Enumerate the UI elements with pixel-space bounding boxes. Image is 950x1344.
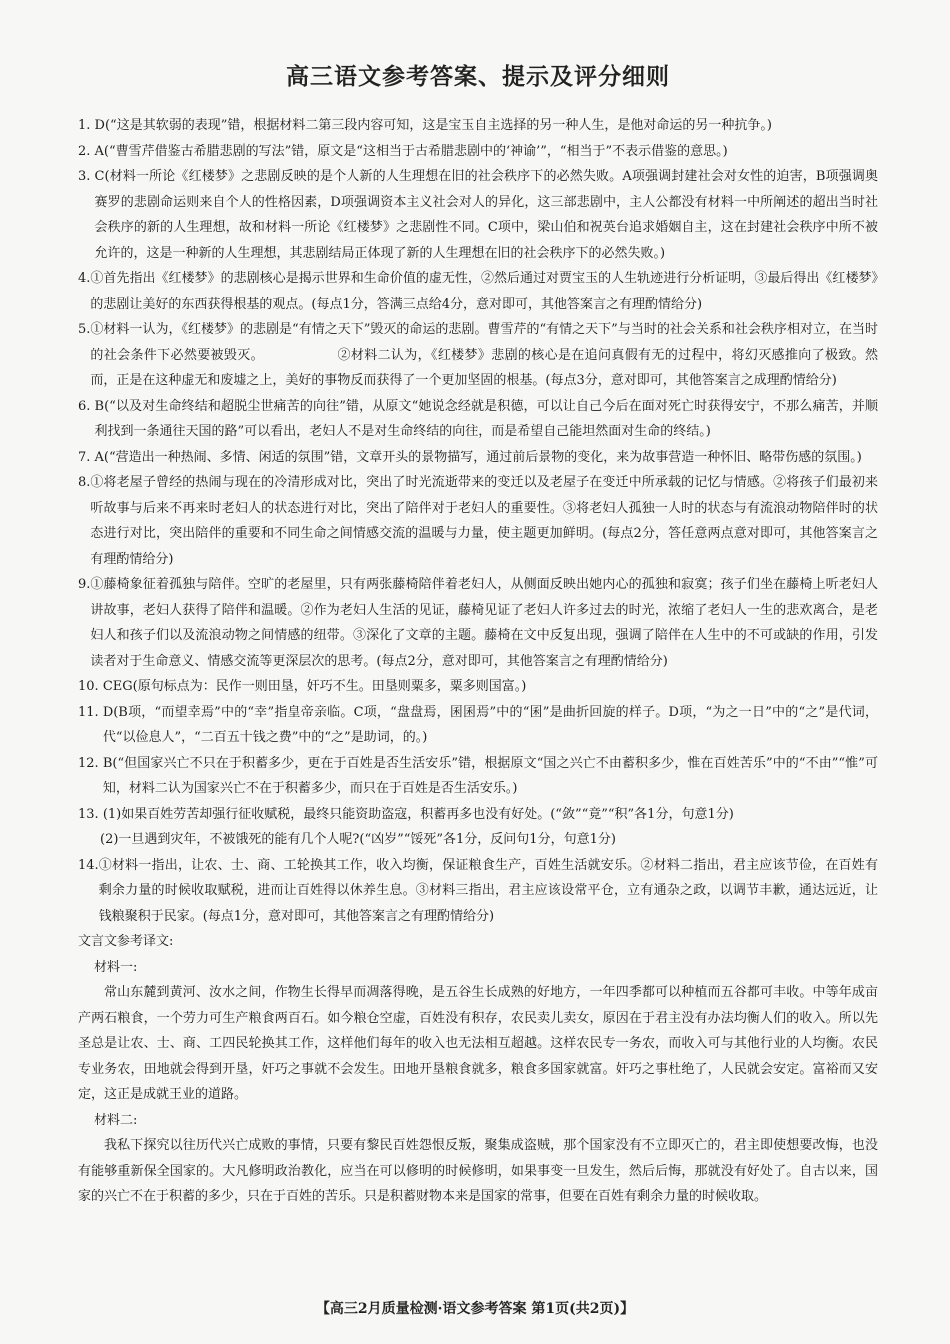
translation-section [78, 929, 878, 1210]
answer-number: 9. [78, 577, 91, 592]
page-title: 高三语文参考答案、提示及评分细则 [286, 63, 670, 90]
answer-text: (1)如果百姓劳苦却强行征收赋税，最终只能资助盗寇，积蓄再多也没有好处。(“敛”“竟”“积”各1分，句意1分) [102, 806, 734, 822]
answer-item [78, 572, 878, 674]
answer-number: 5. [78, 322, 91, 337]
answer-item [78, 802, 878, 828]
answer-number: 8. [78, 475, 91, 490]
answer-item [78, 113, 878, 139]
answer-item [78, 164, 878, 266]
answer-text: B(“以及对生命终结和超脱尘世痛苦的向往”错，从原文“她说念经就是积德，可以让自己今后在面对死亡时获得安宁，不那么痛苦，并顺利找到一条通往天国的路”可以看出，老妇人不是对生命终结的向往，而是希望自己能坦然面对生命的终结。) [94, 398, 878, 439]
answer-item [78, 700, 878, 751]
answer-text: ①材料一指出，让农、士、商、工轮换其工作，收入均衡，保证粮食生产，百姓生活就安乐。②材料二指出，君主应该节俭，在百姓有剩余力量的时候收取赋税，进而让百姓得以休养生息。③材料三指出，君主应该设常平仓，立有通杂之政，以调节丰歉，通达远近，让钱粮聚积于民家。(每点1分，意对即可，其他答案言之有理酌情给分) [98, 857, 878, 924]
answer-item [78, 445, 878, 471]
material1-text: 常山东麓到黄河、汝水之间，作物生长得早而凋落得晚，是五谷生长成熟的好地方，一年四季都可以种植而五谷都可丰收。中等年成亩产两石粮食，一个劳力可生产粮食两百石。如今粮仓空虚，百姓没有积存，农民卖儿卖女，原因在于君主没有办法均衡人们的收入。所以先圣总是让农、士、商、工四民轮换其工作，这样他们每年的收入也无法相互超越。这样农民专一务农，而收入可与其他行业的人均衡。农民专业务农，田地就会得到开垦，奸巧之事就不会发生。田地开垦粮食就多，粮食多国家就富。奸巧之事杜绝了，人民就会安定。富裕而又安定，这正是成就王业的道路。 [78, 985, 878, 1102]
answer-text: (2)一旦遇到灾年，不被饿死的能有几个人呢?(“凶岁”“馁死”各1分，反问句1分，句意1分) [100, 832, 616, 847]
answer-number: 1. [78, 118, 95, 133]
answer-number: 13. [78, 806, 103, 822]
answer-number: 11. [78, 704, 103, 720]
answer-number: 10. [78, 679, 103, 694]
answer-text: ①首先指出《红楼梦》的悲剧核心是揭示世界和生命价值的虚无性，②然后通过对贾宝玉的人生轨迹进行分析证明，③最后得出《红楼梦》的悲剧让美好的东西获得根基的观点。(每点1分，答满三点给4分，意对即可，其他答案言之有理酌情给分) [90, 271, 878, 312]
answer-item [78, 751, 878, 802]
answer-text: D(“这是其软弱的表现”错，根据材料二第三段内容可知，这是宝玉自主选择的另一种人生，是他对命运的另一种抗争。) [94, 118, 772, 133]
answer-item [78, 827, 878, 853]
material2-label: 材料二: [94, 1112, 138, 1128]
material1-label: 材料一: [94, 959, 138, 975]
answer-number: 12. [78, 755, 103, 771]
answer-text: CEG(原句标点为：民作一则田垦，奸巧不生。田垦则粟多，粟多则国富。) [102, 679, 527, 694]
answer-item [78, 317, 878, 394]
answer-item [78, 266, 878, 317]
translation-heading: 文言文参考译文: [78, 934, 174, 949]
answer-text: A(“营造出一种热闹、多情、闲适的氛围”错，文章开头的景物描写，通过前后景物的变化，来为故事营造一种怀旧、略带伤感的氛围。) [94, 449, 862, 465]
answer-list [78, 113, 878, 929]
answer-number: 2. [78, 143, 95, 159]
answer-item [78, 853, 878, 930]
answer-text: C(材料一所论《红楼梦》之悲剧反映的是个人新的人生理想在旧的社会秩序下的必然失败。A项强调封建社会对女性的迫害，B项强调奥赛罗的悲剧命运则来自个人的性格因素，D项强调资本主义社会对人的异化，这三部悲剧中，主人公都没有材料一中所阐述的超出当时社会秩序的新的人生理想，故和材料一所论《红楼梦》之悲剧性不同。C项中，梁山伯和祝英台追求婚姻自主，这在封建社会秩序中所不被允许的，这是一种新的人生理想，其悲剧结局正体现了新的人生理想在旧的社会秩序下的必然失败。) [94, 169, 878, 261]
answer-text: D(B项，“而望幸焉”中的“幸”指皇帝亲临。C项，“盘盘焉，囷囷焉”中的“囷”是曲折回旋的样子。D项，“为之一日”中的“之”是代词，代“以俭息人”，“二百五十钱之费”中的“之”是助词，的。) [102, 704, 878, 745]
answer-text: A(“曹雪芹借鉴古希腊悲剧的写法”错，原文是“这相当于古希腊悲剧中的‘神谕’”，“相当于”不表示借鉴的意思。) [94, 143, 728, 159]
answer-item [78, 139, 878, 165]
answer-number: 3. [78, 169, 95, 184]
answer-item [78, 470, 878, 572]
answer-number: 14. [78, 857, 99, 873]
answer-text: ①将老屋子曾经的热闹与现在的冷清形成对比，突出了时光流逝带来的变迁以及老屋子在变迁中所承载的记忆与情感。②将孩子们最初来听故事与后来不再来时老妇人的状态进行对比，突出了陪伴对于老妇人的重要性。③将老妇人孤独一人时的状态与有流浪动物陪伴时的状态进行对比，突出陪伴的重要和不同生命之间情感交流的温暖与力量，使主题更加鲜明。(每点2分，答任意两点意对即可，其他答案言之有理酌情给分) [90, 475, 878, 567]
answer-text: ①藤椅象征着孤独与陪伴。空旷的老屋里，只有两张藤椅陪伴着老妇人，从侧面反映出她内心的孤独和寂寞；孩子们坐在藤椅上听老妇人讲故事，老妇人获得了陪伴和温暖。②作为老妇人生活的见证，藤椅见证了老妇人许多过去的时光，浓缩了老妇人一生的悲欢离合，是老妇人和孩子们以及流浪动物之间情感的纽带。③深化了文章的主题。藤椅在文中反复出现，强调了陪伴在人生中的不可或缺的作用，引发读者对于生命意义、情感交流等更深层次的思考。(每点2分，意对即可，其他答案言之有理酌情给分) [90, 577, 878, 669]
answer-item [78, 674, 878, 700]
answer-number: 7. [78, 449, 95, 465]
answer-item [78, 394, 878, 445]
answer-number: 4. [78, 271, 91, 286]
answer-number: 6. [78, 398, 95, 414]
page-footer: 【高三2月质量检测·语文参考答案 第1页(共2页)】 [315, 1301, 635, 1317]
answer-text: ①材料一认为，《红楼梦》的悲剧是“有情之天下”毁灭的命运的悲剧。曹雪芹的“有情之天下”与当时的社会关系和社会秩序相对立，在当时的社会条件下必然要被毁灭。 ②材料二认为，《红楼梦》悲剧的核心是在追问真假有无的过程中，将幻灭感推向了极致。然而，正是在这种虚无和废墟之上，美好的事物反而获得了一个更加坚固的根基。(每点3分，意对即可，其他答案言之成理酌情给分) [90, 322, 878, 388]
material2-text: 我私下探究以往历代兴亡成败的事情，只要有黎民百姓怨恨反叛，聚集成盗贼，那个国家没有不立即灭亡的，君主即使想要改悔，也没有能够重新保全国家的。大凡修明政治教化，应当在可以修明的时候修明，如果事变一旦发生，然后后悔，那就没有好处了。自古以来，国家的兴亡不在于积蓄的多少，只在于百姓的苦乐。只是积蓄财物本来是国家的常事，但要在百姓有剩余力量的时候收取。 [78, 1138, 878, 1204]
answer-text: B(“但国家兴亡不只在于积蓄多少，更在于百姓是否生活安乐”错，根据原文“国之兴亡不由蓄积多少，惟在百姓苦乐”中的“不由”“惟”可知，材料二认为国家兴亡不在于积蓄多少，而只在于百姓是否生活安乐。) [102, 755, 878, 796]
